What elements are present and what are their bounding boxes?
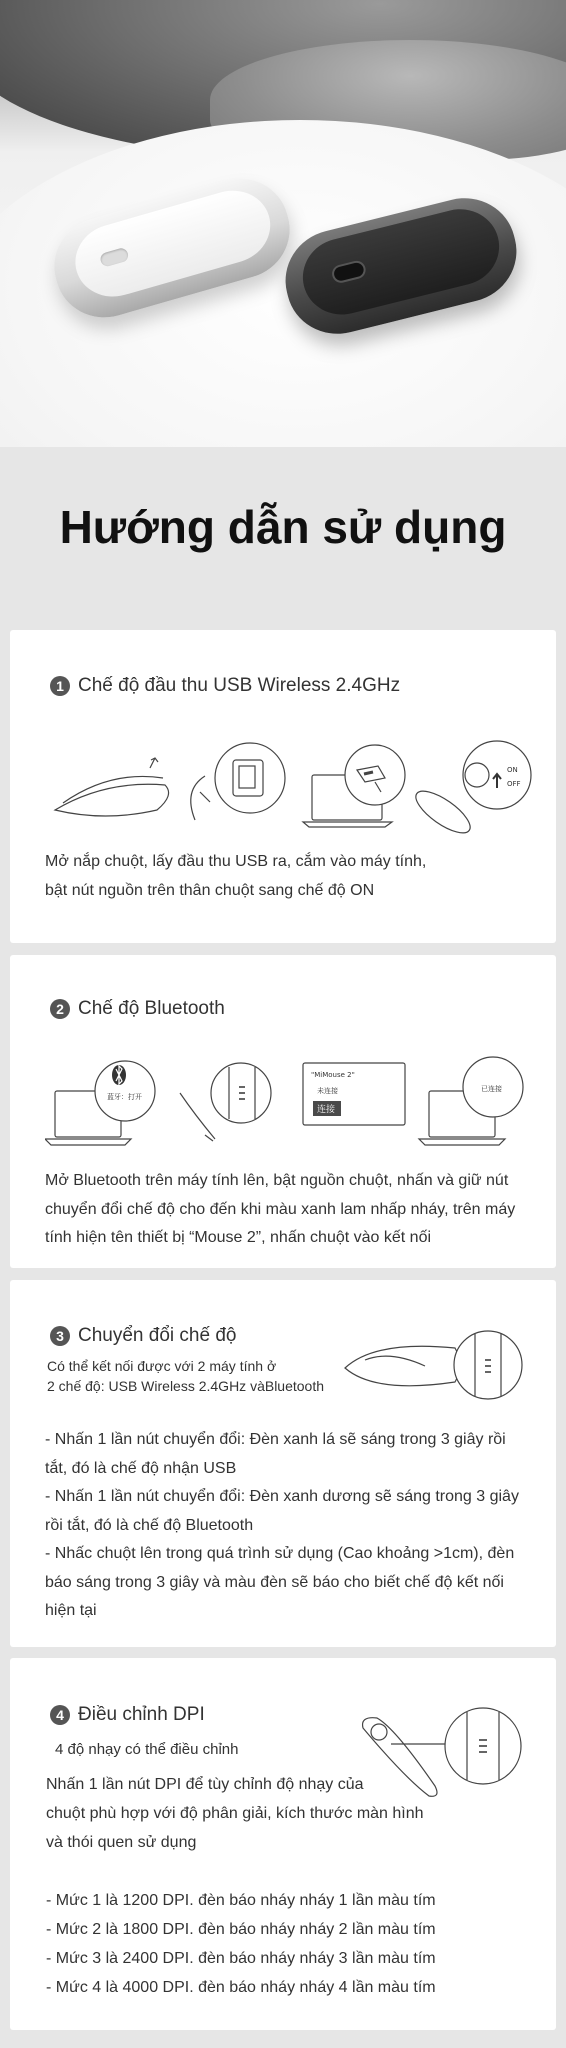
connected-label: 已连接: [481, 1085, 502, 1093]
section-description: [45, 848, 426, 905]
description-line: rồi tắt, đó là chế độ Bluetooth: [45, 1516, 254, 1534]
description-line: - Nhấn 1 lần nút chuyển đổi: Đèn xanh lá sẽ sáng trong 3 giây rồi: [45, 1431, 506, 1448]
section-heading: [50, 998, 225, 1020]
section-heading: [50, 1704, 205, 1726]
description-line: - Nhấn 1 lần nút chuyển đổi: Đèn xanh dương sẽ sáng trong 3 giây: [45, 1488, 519, 1505]
section-title: Điều chỉnh DPI: [78, 1704, 205, 1725]
laptop-icon: [303, 745, 405, 827]
laptop-bluetooth-icon: [45, 1061, 155, 1145]
section-title: Chế độ đầu thu USB Wireless 2.4GHz: [78, 675, 401, 696]
dpi-level-item: - Mức 3 là 2400 DPI. đèn báo nháy nháy 3 lần màu tím: [46, 1950, 436, 1967]
description-line: Mở nắp chuột, lấy đầu thu USB ra, cắm vào máy tính,: [45, 853, 427, 870]
section-intro: [47, 1356, 324, 1396]
intro-line: 2 chế độ: USB Wireless 2.4GHz vàBluetooth: [47, 1378, 325, 1394]
description-line: chuyển đổi chế độ cho đến khi màu xanh lam nhấp nháy, trên máy: [45, 1200, 516, 1218]
device-name-label: "MiMouse 2": [311, 1071, 355, 1079]
section-bluetooth-mode: [10, 955, 556, 1268]
not-connected-label: 未连接: [317, 1087, 338, 1095]
power-switch-closeup: [410, 741, 531, 840]
description-line: - Nhấc chuột lên trong quá trình sử dụng (Cao khoảng >1cm), đèn: [45, 1545, 515, 1562]
intro-line: và thói quen sử dụng: [46, 1834, 197, 1851]
section-heading: [50, 675, 400, 697]
step-number-badge: 3: [50, 1326, 70, 1346]
switch-off-label: OFF: [507, 780, 521, 788]
intro-line: Có thể kết nối được với 2 máy tính ở: [47, 1358, 277, 1374]
dpi-levels-list: [46, 1886, 436, 2002]
bluetooth-setting-label: 蓝牙：打开: [107, 1093, 142, 1101]
intro-line: Nhấn 1 lần nút DPI để tùy chỉnh độ nhạy của: [46, 1776, 364, 1793]
page-title: Hướng dẫn sử dụng: [59, 501, 507, 553]
dpi-level-item: - Mức 1 là 1200 DPI. đèn báo nháy nháy 1 lần màu tím: [46, 1892, 436, 1909]
section-description: [45, 1167, 515, 1253]
laptop-connected-icon: [419, 1057, 523, 1145]
step-number-badge: 2: [50, 999, 70, 1019]
switch-on-label: ON: [507, 766, 518, 774]
switch-button-diagram: [335, 1320, 535, 1420]
pairing-dialog: [303, 1063, 405, 1125]
description-line: tính hiện tên thiết bị “Mouse 2”, nhấn chuột vào kết nối: [45, 1229, 432, 1246]
dpi-level-item: - Mức 2 là 1800 DPI. đèn báo nháy nháy 2 lần màu tím: [46, 1921, 436, 1938]
description-line: hiện tại: [45, 1602, 97, 1619]
section-title: Chế độ Bluetooth: [78, 998, 225, 1019]
section-intro: [46, 1770, 424, 1857]
mode-button-closeup: [180, 1063, 271, 1141]
section-usb-mode: [10, 630, 556, 943]
section-dpi-adjust: [10, 1658, 556, 2030]
connect-button-label: 连接: [317, 1105, 336, 1115]
open-mouse-icon: [55, 758, 169, 816]
step-number-badge: 1: [50, 676, 70, 696]
section-switch-mode: [10, 1280, 556, 1647]
hero-product-photo: [0, 0, 566, 447]
description-line: bật nút nguồn trên thân chuột sang chế độ ON: [45, 881, 375, 899]
usb-receiver-closeup: [191, 743, 285, 820]
section-subheading: 4 độ nhạy có thể điều chỉnh: [55, 1741, 239, 1758]
dpi-level-item: - Mức 4 là 4000 DPI. đèn báo nháy nháy 4 lần màu tím: [46, 1979, 436, 1996]
intro-line: chuột phù hợp với độ phân giải, kích thước màn hình: [46, 1805, 424, 1822]
description-line: Mở Bluetooth trên máy tính lên, bật nguồn chuột, nhấn và giữ nút: [45, 1172, 509, 1189]
step-number-badge: 4: [50, 1705, 70, 1725]
bluetooth-setup-diagram: [45, 1055, 545, 1165]
section-description: [45, 1426, 519, 1626]
description-line: báo sáng trong 3 giây và màu đèn sẽ báo cho biết chế độ kết nối: [45, 1573, 504, 1591]
usb-setup-diagram: [45, 730, 535, 840]
section-heading: [50, 1325, 236, 1347]
description-line: tắt, đó là chế độ nhận USB: [45, 1459, 237, 1477]
section-title: Chuyển đổi chế độ: [78, 1325, 237, 1346]
